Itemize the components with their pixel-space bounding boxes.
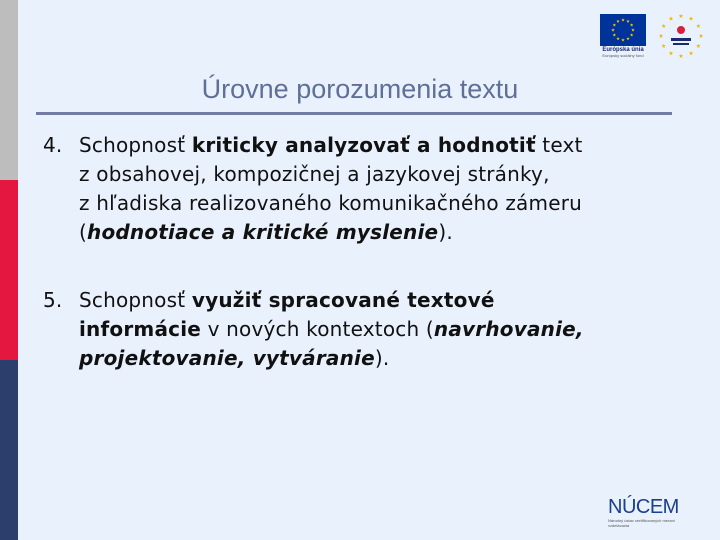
text-line (79, 189, 693, 218)
side-bar-gray (0, 0, 18, 180)
text-line (79, 344, 693, 373)
text-run: navrhovanie, (433, 317, 584, 341)
text-run: text (535, 133, 583, 157)
text-line (79, 315, 693, 344)
eu-logo (598, 14, 648, 58)
text-line (79, 218, 693, 247)
text-line (79, 286, 693, 315)
text-run: hodnotiace a kritické myslenie (87, 220, 439, 244)
eu-flag-icon (600, 14, 646, 46)
eu-logo-subtitle: Európsky sociálny fond (602, 53, 644, 58)
star-icon (699, 34, 704, 38)
text-run: informácie (79, 317, 202, 341)
list-item (43, 131, 693, 247)
text-run: kriticky analyzovať a hodnotiť (191, 133, 536, 157)
text-run: projektovanie, vytváranie (79, 346, 375, 370)
text-run: ( (79, 220, 88, 244)
list-item-number: 5. (43, 288, 63, 312)
star-icon (689, 16, 694, 20)
text-run: ). (438, 220, 453, 244)
star-icon (696, 44, 701, 48)
text-line (79, 131, 693, 160)
star-icon (659, 34, 664, 38)
esf-star-ring-icon (657, 14, 705, 62)
text-run: Schopnosť (79, 133, 192, 157)
list-item (43, 286, 693, 373)
star-icon (679, 54, 684, 58)
star-icon (696, 24, 701, 28)
side-bar-blue (0, 360, 18, 540)
text-run: z hľadiska realizovaného komunikačného zámeru (79, 191, 583, 215)
text-run: ). (374, 346, 390, 370)
list-item-text (79, 131, 693, 247)
side-bar-red (0, 180, 18, 360)
star-icon (669, 16, 674, 20)
star-icon (689, 51, 694, 55)
text-line (79, 160, 693, 189)
title-underline (36, 112, 672, 115)
text-run: Schopnosť (79, 288, 192, 312)
star-icon (679, 14, 684, 18)
text-run: z obsahovej, kompozičnej a jazykovej stránky, (79, 162, 550, 186)
nucem-logo-name: NÚCEM (608, 496, 679, 518)
list-item-number: 4. (43, 133, 63, 157)
star-icon (661, 44, 666, 48)
nucem-logo (608, 496, 688, 528)
star-icon (669, 51, 674, 55)
esf-logo (657, 14, 705, 62)
slide-title: Úrovne porozumenia textu (201, 74, 519, 104)
eu-logo-label: Európska únia (602, 47, 644, 53)
text-run: v nových kontextoch ( (201, 317, 434, 341)
star-icon (661, 24, 666, 28)
nucem-logo-subtitle: Národný ústav certifikovaných meraní vzdelávania (608, 518, 675, 528)
list-item-text (79, 286, 693, 373)
text-run: využiť spracované textové (191, 288, 495, 312)
